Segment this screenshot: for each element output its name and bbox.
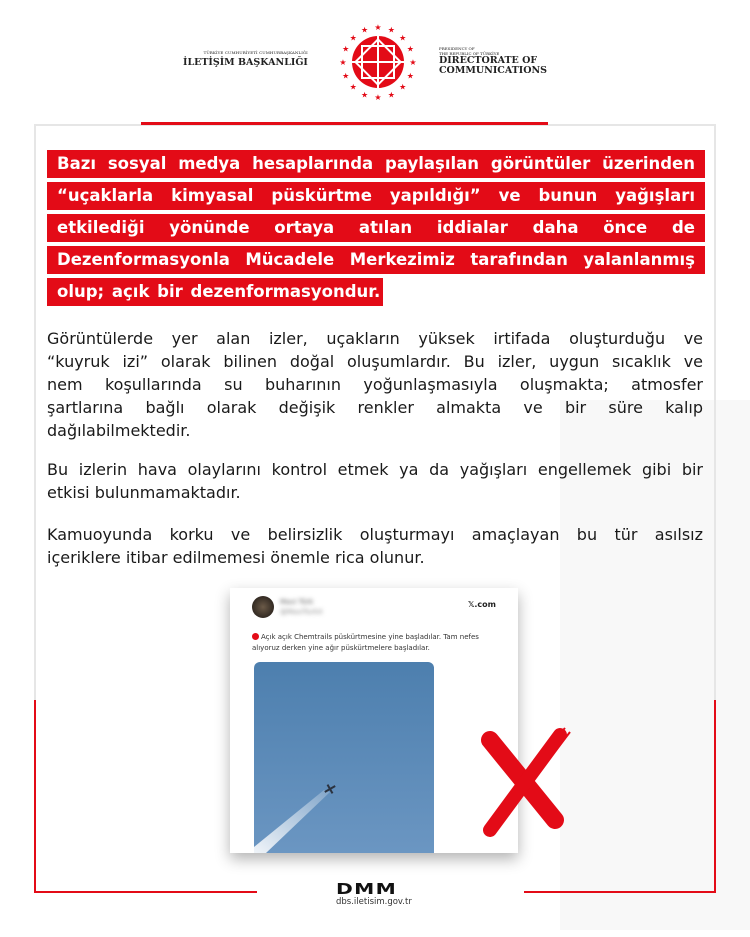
red-circle-icon [252,633,259,640]
body-text: Kamuoyunda korku ve belirsizlik oluşturmayı amaçlayan bu tür asılsız [47,525,703,544]
emblem-star: ★ [406,44,414,54]
dmm-logo: DMM [336,880,398,898]
emblem-star: ★ [349,82,357,92]
frame-top-accent [141,122,548,125]
highlight-line: Dezenformasyonla Mücadele Merkezimiz tarafından yalanlanmış [47,246,705,274]
emblem-star: ★ [342,44,350,54]
highlight-line: Bazı sosyal medya hesaplarında paylaşılan görüntüler üzerinden [47,150,705,178]
emblem-star: ★ [339,58,347,67]
iletisim-logo-left [183,50,308,68]
frame-right-accent [714,700,716,893]
emblem-star: ★ [399,82,407,92]
highlight-line: “uçaklarla kimyasal püskürtme yapıldığı” ve bunun yağışları [47,182,705,210]
tweet-user-name: Mavi Türk [280,598,314,606]
airplane-contrail-image [254,662,434,853]
body-text: nem koşullarında su buharının yoğunlaşmasıyla oluşmakta; atmosfer [47,375,703,394]
body-text: şartlarına bağlı olarak değişik renkler almakta ve bir süre kalıp [47,398,703,417]
tweet-photo [254,662,434,853]
logo-title: İLETİŞİM BAŞKANLIĞI [183,57,308,68]
logo-title-1: DIRECTORATE OF [439,55,538,66]
emblem-star: ★ [374,93,382,102]
tweet-text-block [252,632,502,654]
tweet-user-handle: @MaviTurkX [280,608,323,616]
emblem-star: ★ [349,33,357,43]
logo-subtitle: TÜRKİYE CUMHURİYETİ CUMHURBAŞKANLIĞI [203,50,308,55]
tweet-text: Açık açık Chemtrails püskürtmesine yine başladılar. Tam nefes alıyoruz derken yine ağır püskürtmelere başladılar. [252,633,479,652]
logo-title-2: COMMUNICATIONS [439,65,548,76]
red-x-mark-icon [460,720,580,840]
highlight-line: etkilediği yönünde ortaya atılan iddialar daha önce de [47,214,705,242]
emblem-star: ★ [361,25,369,35]
tweet-source: 𝕏.com [467,600,496,609]
highlight-line: olup; açık bir dezenformasyondur. [47,278,383,306]
body-text: Bu izlerin hava olaylarını kontrol etmek ya da yağışları engellemek gibi bir [47,460,703,479]
frame-left-accent [34,700,36,893]
emblem-star: ★ [342,71,350,81]
footer-website: dbs.iletisim.gov.tr [336,897,412,907]
frame-bottom-left-accent [34,891,257,893]
avatar [252,596,274,618]
logo-subtitle-2: THE REPUBLIC OF TÜRKİYE [439,51,500,56]
emblem-star: ★ [406,71,414,81]
emblem-star: ★ [387,25,395,35]
body-text: etkisi bulunmamaktadır. [47,483,241,502]
body-text: dağılabilmektedir. [47,421,191,440]
body-text: içeriklere itibar edilmemesi önemle rica olunur. [47,548,425,567]
body-text: “kuyruk izi” olarak bilinen doğal oluşumlardır. Bu izler, uygun sıcaklık ve [47,352,703,371]
emblem-star: ★ [409,58,417,67]
emblem-star: ★ [361,90,369,100]
frame-bottom-right-accent [524,891,716,893]
emblem-star: ★ [399,33,407,43]
star-emblem-icon [338,22,418,102]
body-text: Görüntülerde yer alan izler, uçakların yüksek irtifada oluşturduğu ve [47,329,703,348]
directorate-logo-right [439,46,547,76]
logo-subtitle-1: PRESIDENCY OF [439,46,475,51]
emblem-star: ★ [374,23,382,32]
emblem-star: ★ [387,90,395,100]
